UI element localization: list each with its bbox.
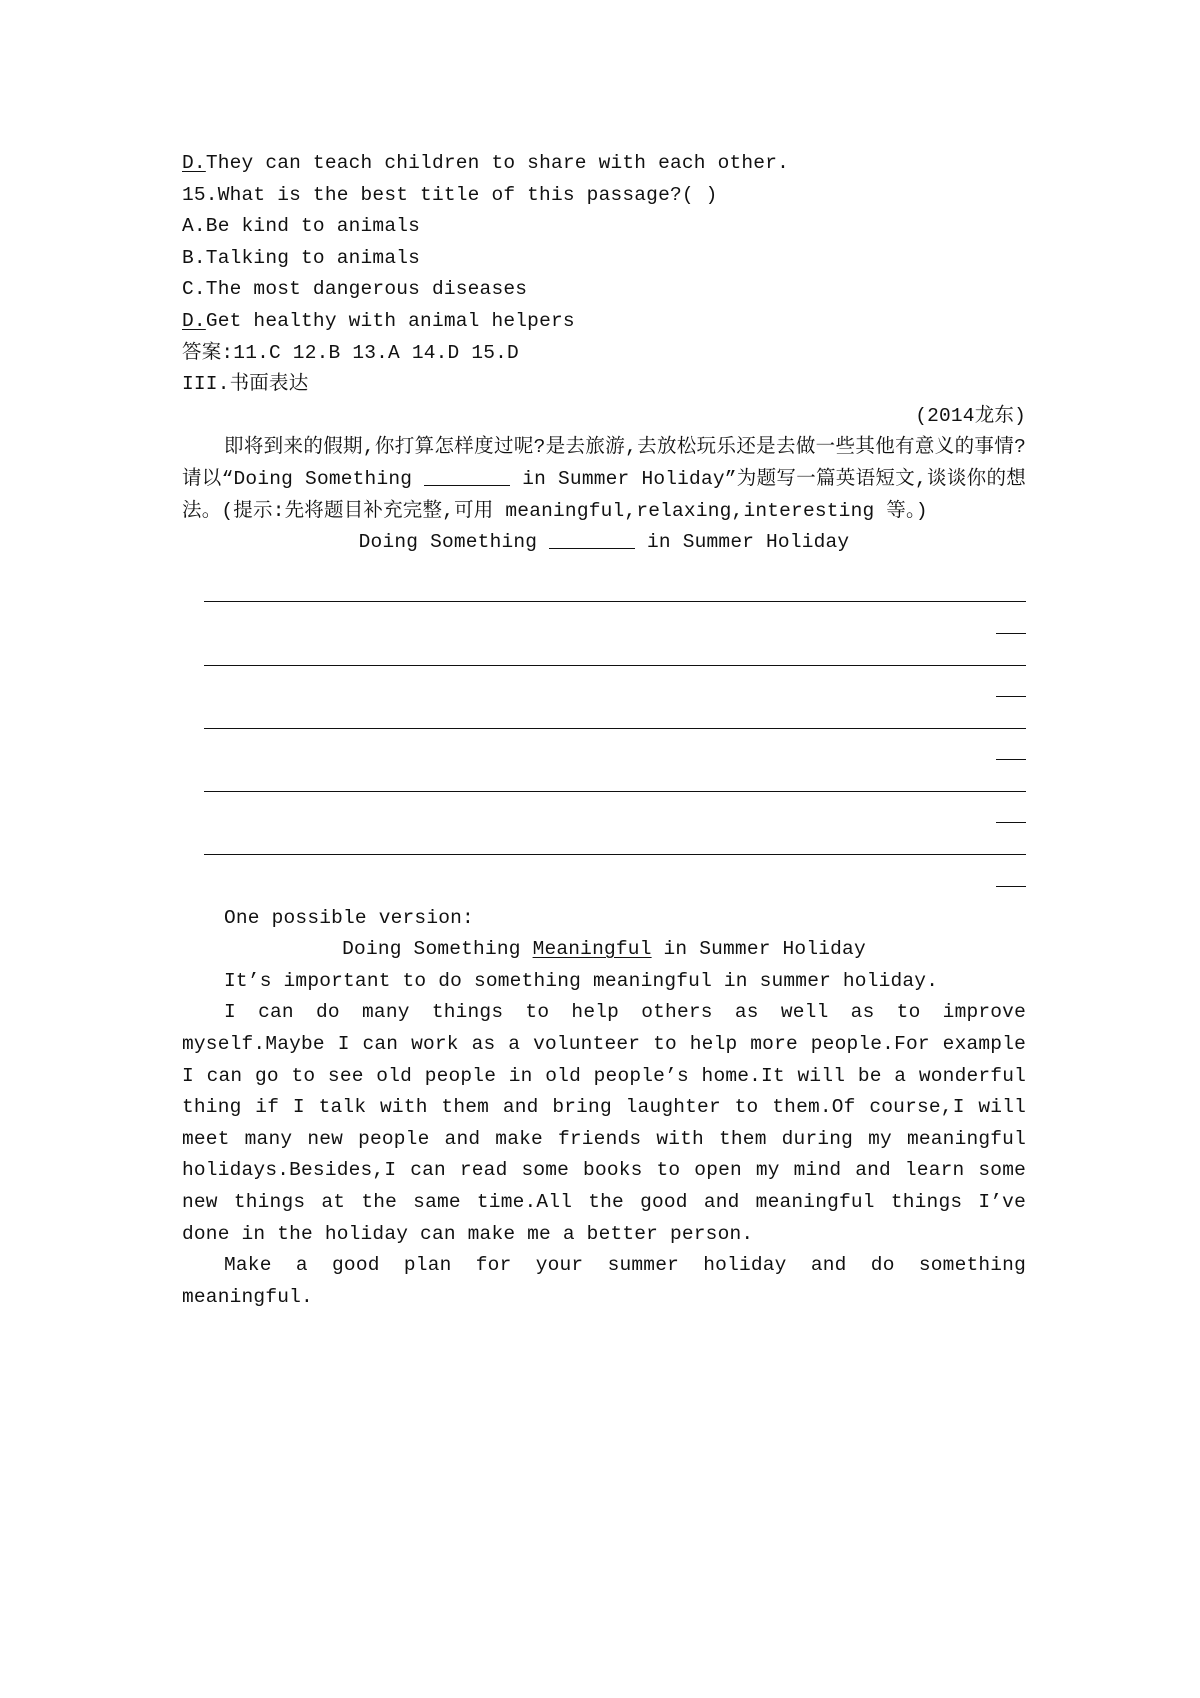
q15-option-a: A.Be kind to animals: [182, 215, 421, 238]
sample-paragraph-1: It’s important to do something meaningful in summer holiday.: [224, 969, 939, 992]
writing-line: [204, 827, 1026, 859]
writing-line: [204, 575, 1026, 607]
answer-key: 答案:11.C 12.B 13.A 14.D 15.D: [182, 341, 519, 364]
prompt-text-2: in Summer Holiday”为题写一篇英语短文,谈谈你的想法。(提示:先将题目补充完整,可用 meaningful,relaxing,interesting 等。): [182, 467, 1026, 522]
writing-line-end: [204, 796, 1026, 828]
sample-paragraph-3: Make a good plan for your summer holiday and do something meaningful.: [182, 1254, 1026, 1308]
sample-label: One possible version:: [224, 906, 474, 929]
option-text: Get healthy with animal helpers: [205, 309, 575, 332]
q15-question: 15.What is the best title of this passage?( ): [182, 183, 718, 206]
title-fill: Meaningful: [532, 938, 652, 961]
option-letter: D.: [182, 152, 206, 174]
writing-area: [204, 575, 1026, 891]
option-text: They can teach children to share with each other.: [205, 152, 790, 174]
title-blank: [424, 465, 510, 486]
page-content: [182, 148, 1026, 1313]
writing-prompt: [182, 432, 1026, 527]
writing-line: [204, 638, 1026, 670]
section-heading: III.书面表达: [182, 373, 309, 396]
title-left: Doing Something: [342, 938, 521, 961]
title-right: in Summer Holiday: [663, 938, 866, 961]
writing-line-end: [204, 859, 1026, 891]
title-left: Doing Something: [358, 531, 538, 554]
sample-title: [182, 934, 1026, 966]
q15-option-d: [182, 306, 1026, 338]
option-letter: D.: [182, 309, 206, 332]
exam-source: (2014龙东): [915, 404, 1026, 427]
essay-title: [182, 527, 1026, 559]
prompt-text-1: 即将到来的假期,你打算怎样度过呢?是去旅游,去放松玩乐还是去做一些其他有意义的事情?请以“Doing Something: [182, 436, 1026, 490]
writing-line-end: [204, 670, 1026, 702]
writing-line: [204, 701, 1026, 733]
writing-line: [204, 764, 1026, 796]
writing-line-end: [204, 606, 1026, 638]
q15-option-c: C.The most dangerous diseases: [182, 278, 528, 301]
title-right: in Summer Holiday: [647, 531, 850, 554]
q15-option-b: B.Talking to animals: [182, 246, 421, 269]
writing-line-end: [204, 733, 1026, 765]
sample-paragraph-2: I can do many things to help others as well as to improve myself.Maybe I can work as a volunteer to help more people.For example I can go to see old people in old people’s home.It will be a wonderful thing if I talk with them and bring laughter to them.Of course,I will meet many new people and make friends with them during my meaningful holidays.Besides,I can read some books to open my mind and learn some new things at the same time.All the good and meaningful things I’ve done in the holiday can make me a better person.: [182, 1001, 1026, 1245]
title-blank: [549, 528, 635, 549]
q14-option-d: [182, 148, 1026, 180]
